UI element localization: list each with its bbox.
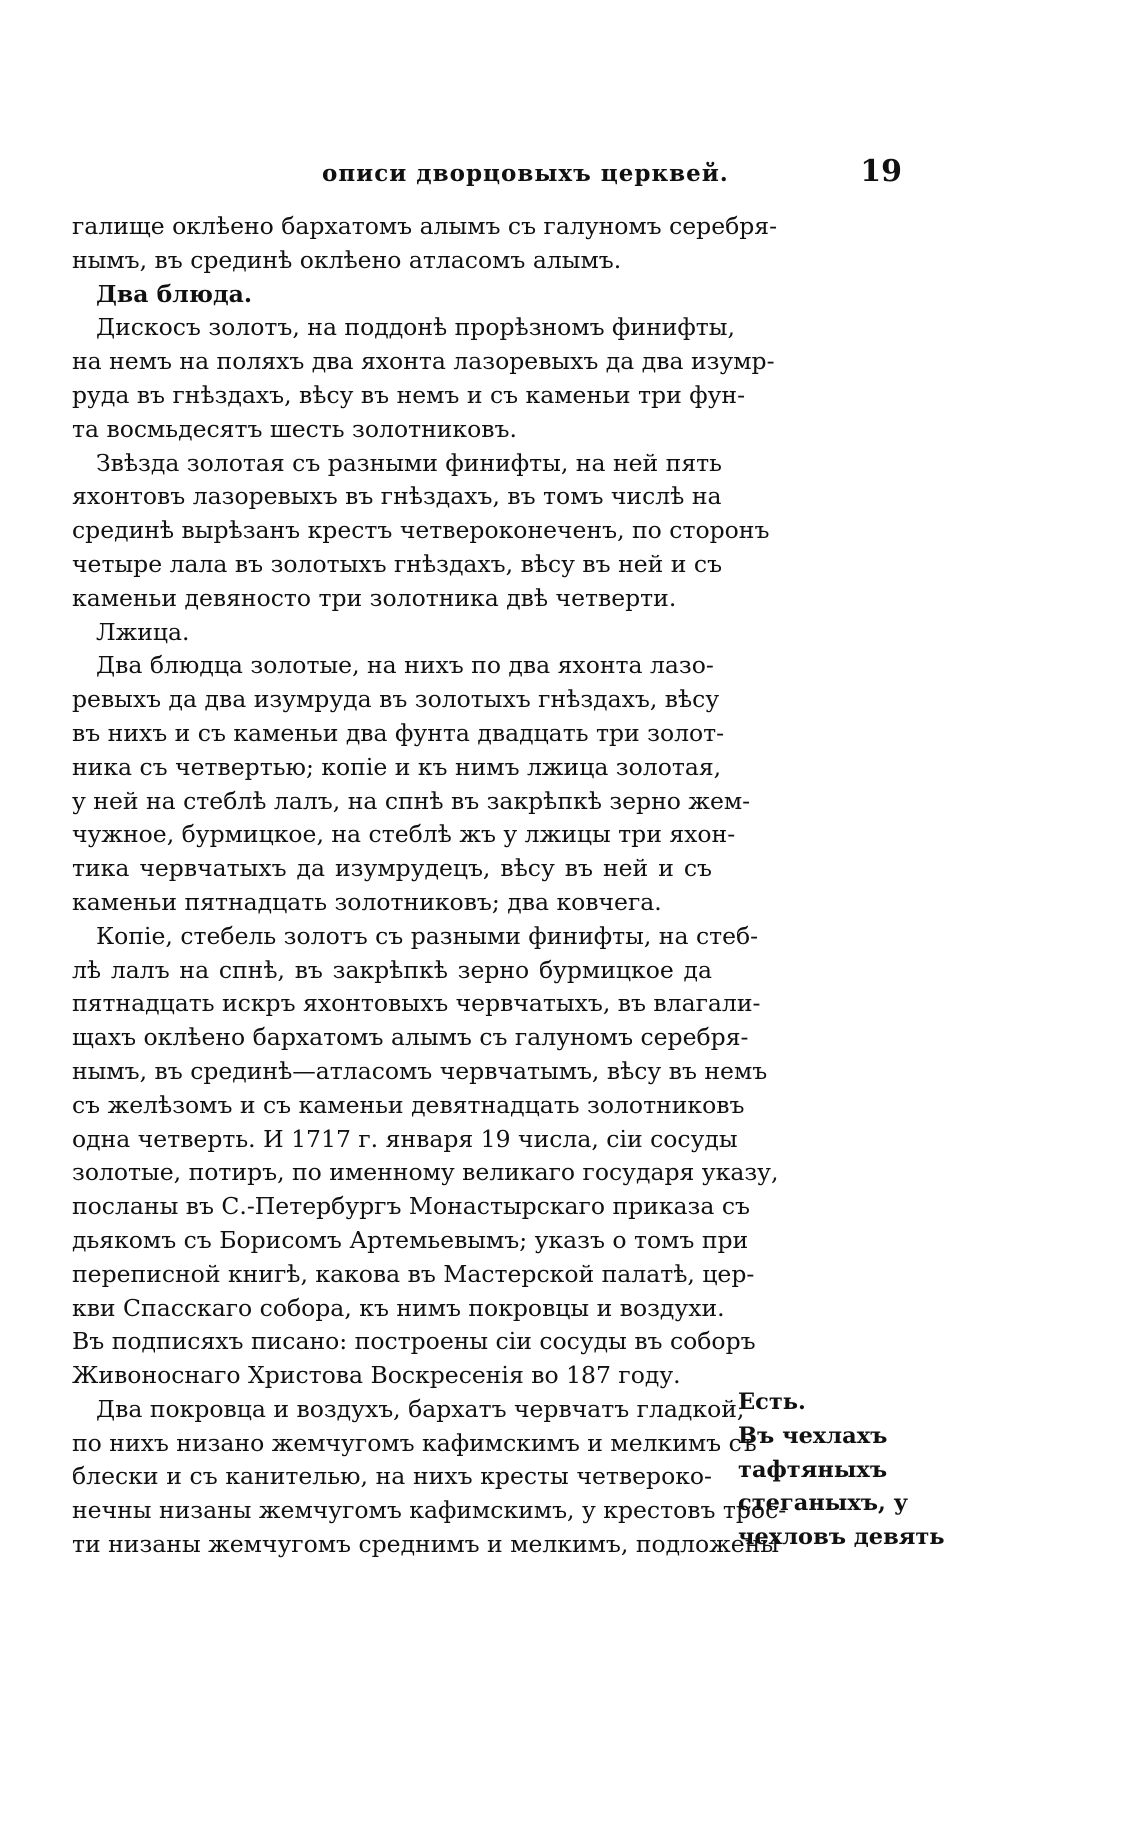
body-text bbox=[72, 210, 787, 1562]
text-line: Два блюдца золотые, на нихъ по два яхонта лазо- bbox=[96, 651, 714, 680]
text-line: яхонтовъ лазоревыхъ въ гнѣздахъ, въ томъ числѣ на bbox=[72, 482, 722, 511]
text-line: дьякомъ съ Борисомъ Артемьевымъ; указъ о томъ при bbox=[72, 1225, 749, 1254]
page-number: 19 bbox=[860, 154, 902, 189]
text-line: Звѣзда золотая съ разными финифты, на ней пять bbox=[96, 448, 722, 477]
text-line: блески и съ канителью, на нихъ кресты четвероко- bbox=[72, 1462, 712, 1491]
margin-note: чехловъ девять bbox=[738, 1524, 945, 1551]
text-line: срединѣ вырѣзанъ крестъ четвероконеченъ, по сторонъ bbox=[72, 516, 770, 545]
text-line: въ нихъ и съ каменьи два фунта двадцать три золот- bbox=[72, 718, 725, 747]
text-line: чужное, бурмицкое, на стеблѣ жъ у лжицы три яхон- bbox=[72, 820, 736, 849]
text-line: у ней на стеблѣ лалъ, на спнѣ въ закрѣпкѣ зерно жем- bbox=[72, 786, 751, 815]
text-line: Живоноснаго Христова Воскресенія во 187 году. bbox=[72, 1361, 681, 1390]
text-line: Дискосъ золотъ, на поддонѣ прорѣзномъ финифты, bbox=[96, 313, 735, 342]
text-line: золотые, потиръ, по именному великаго государя указу, bbox=[72, 1158, 779, 1187]
section-heading: Два блюда. bbox=[96, 279, 253, 308]
text-line: четыре лала въ золотыхъ гнѣздахъ, вѣсу въ ней и съ bbox=[72, 549, 723, 578]
text-line: одна четверть. И 1717 г. января 19 числа, сіи сосуды bbox=[72, 1124, 738, 1153]
section-heading: Лжица. bbox=[96, 617, 190, 646]
text-line: по нихъ низано жемчугомъ кафимскимъ и мелкимъ съ bbox=[72, 1428, 757, 1457]
text-line: посланы въ С.-Петербургъ Монастырскаго приказа съ bbox=[72, 1192, 750, 1221]
text-line: Копіе, стебель золотъ съ разными финифты, на стеб- bbox=[96, 921, 759, 950]
margin-notes bbox=[738, 1386, 945, 1555]
margin-note: Есть. bbox=[738, 1389, 806, 1415]
text-line: нымъ, въ срединѣ—атласомъ червчатымъ, вѣсу въ немъ bbox=[72, 1056, 768, 1085]
text-line: галище оклѣено бархатомъ алымъ съ галуномъ серебря- bbox=[72, 212, 778, 240]
text-line: тика червчатыхъ да изумрудецъ, вѣсу въ ней и съ bbox=[72, 854, 712, 883]
text-line: каменьи девяносто три золотника двѣ четверти. bbox=[72, 583, 677, 612]
text-line: каменьи пятнадцать золотниковъ; два ковчега. bbox=[72, 887, 662, 916]
text-line: съ желѣзомъ и съ каменьи девятнадцать золотниковъ bbox=[72, 1090, 745, 1119]
text-line: нечны низаны жемчугомъ кафимскимъ, у крестовъ трос- bbox=[72, 1496, 787, 1525]
margin-note: Въ чехлахъ bbox=[738, 1422, 888, 1449]
text-line: пятнадцать искръ яхонтовыхъ червчатыхъ, въ влагали- bbox=[72, 989, 761, 1018]
margin-note: стеганыхъ, у bbox=[738, 1490, 909, 1517]
text-line: на немъ на поляхъ два яхонта лазоревыхъ да два изумр- bbox=[72, 347, 775, 376]
margin-note: тафтяныхъ bbox=[738, 1456, 888, 1483]
text-line: Въ подписяхъ писано: построены сіи сосуды въ соборъ bbox=[72, 1327, 756, 1356]
text-line: лѣ лалъ на спнѣ, въ закрѣпкѣ зерно бурмицкое да bbox=[72, 955, 712, 984]
text-line: ника съ четвертью; копіе и къ нимъ лжица золотая, bbox=[72, 752, 722, 781]
running-title: описи дворцовыхъ церквей. bbox=[322, 160, 729, 187]
text-line: ревыхъ да два изумруда въ золотыхъ гнѣздахъ, вѣсу bbox=[72, 685, 720, 714]
text-line: переписной книгѣ, какова въ Мастерской палатѣ, цер- bbox=[72, 1259, 755, 1288]
page-header bbox=[72, 154, 902, 200]
text-line: ти низаны жемчугомъ среднимъ и мелкимъ, подложены bbox=[72, 1530, 780, 1559]
text-line: руда въ гнѣздахъ, вѣсу въ немъ и съ каменьи три фун- bbox=[72, 380, 746, 409]
text-line: Два покровца и воздухъ, бархатъ червчатъ гладкой, bbox=[96, 1394, 745, 1423]
text-line: щахъ оклѣено бархатомъ алымъ съ галуномъ серебря- bbox=[72, 1023, 749, 1052]
text-line: нымъ, въ срединѣ оклѣено атласомъ алымъ. bbox=[72, 245, 622, 274]
text-line: кви Спасскаго собора, къ нимъ покровцы и воздухи. bbox=[72, 1293, 725, 1322]
text-line: та восмьдесятъ шесть золотниковъ. bbox=[72, 414, 517, 443]
